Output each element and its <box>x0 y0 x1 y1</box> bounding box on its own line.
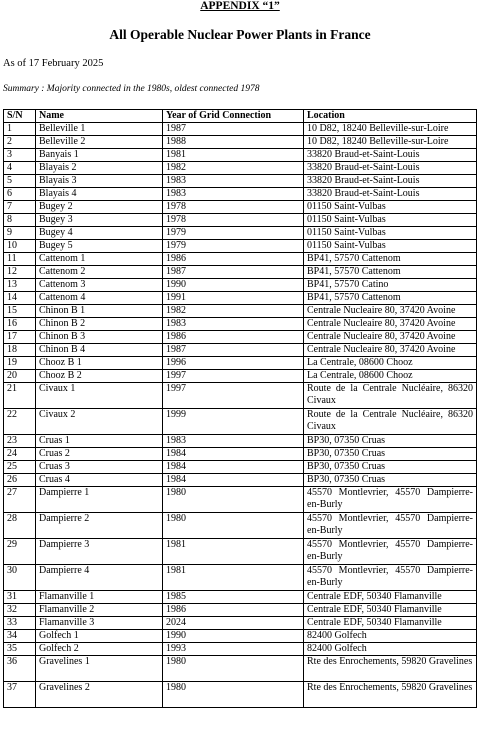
cell-sn: 29 <box>4 539 36 565</box>
cell-location: BP41, 57570 Cattenom <box>304 292 477 305</box>
table-row <box>4 149 477 162</box>
cell-name: Flamanville 3 <box>36 617 163 630</box>
table-row <box>4 279 477 292</box>
cell-location: Centrale EDF, 50340 Flamanville <box>304 604 477 617</box>
cell-sn: 25 <box>4 461 36 474</box>
cell-year: 1983 <box>163 318 304 331</box>
cell-location: 45570 Montlevrier, 45570 Dampierre-en-Burly <box>304 513 477 539</box>
cell-location: BP30, 07350 Cruas <box>304 435 477 448</box>
cell-name: Bugey 4 <box>36 227 163 240</box>
table-row <box>4 617 477 630</box>
cell-location: Route de la Centrale Nucléaire, 86320 Civaux <box>304 383 477 409</box>
cell-sn: 14 <box>4 292 36 305</box>
cell-name: Chinon B 4 <box>36 344 163 357</box>
cell-year: 1996 <box>163 357 304 370</box>
cell-year: 1978 <box>163 201 304 214</box>
cell-name: Cattenom 2 <box>36 266 163 279</box>
table-row <box>4 331 477 344</box>
cell-location: 01150 Saint-Vulbas <box>304 214 477 227</box>
cell-sn: 27 <box>4 487 36 513</box>
cell-sn: 22 <box>4 409 36 435</box>
table-row <box>4 214 477 227</box>
cell-sn: 4 <box>4 162 36 175</box>
cell-name: Dampierre 1 <box>36 487 163 513</box>
table-row <box>4 357 477 370</box>
cell-name: Gravelines 2 <box>36 682 163 708</box>
cell-sn: 6 <box>4 188 36 201</box>
cell-name: Belleville 2 <box>36 136 163 149</box>
cell-name: Banyais 1 <box>36 149 163 162</box>
cell-location: BP30, 07350 Cruas <box>304 474 477 487</box>
cell-sn: 28 <box>4 513 36 539</box>
cell-location: 10 D82, 18240 Belleville-sur-Loire <box>304 136 477 149</box>
cell-name: Cruas 4 <box>36 474 163 487</box>
cell-year: 1981 <box>163 565 304 591</box>
cell-sn: 19 <box>4 357 36 370</box>
cell-name: Chinon B 1 <box>36 305 163 318</box>
cell-location: 45570 Montlevrier, 45570 Dampierre-en-Burly <box>304 539 477 565</box>
cell-location: 10 D82, 18240 Belleville-sur-Loire <box>304 123 477 136</box>
cell-location: 01150 Saint-Vulbas <box>304 240 477 253</box>
cell-name: Civaux 2 <box>36 409 163 435</box>
cell-name: Cattenom 3 <box>36 279 163 292</box>
column-header-sn: S/N <box>4 110 36 123</box>
table-row <box>4 435 477 448</box>
cell-name: Cattenom 1 <box>36 253 163 266</box>
cell-location: Rte des Enrochements, 59820 Gravelines <box>304 682 477 708</box>
cell-name: Flamanville 1 <box>36 591 163 604</box>
cell-sn: 17 <box>4 331 36 344</box>
cell-sn: 30 <box>4 565 36 591</box>
cell-sn: 33 <box>4 617 36 630</box>
cell-year: 1978 <box>163 214 304 227</box>
table-row <box>4 591 477 604</box>
cell-year: 1983 <box>163 188 304 201</box>
cell-location: 33820 Braud-et-Saint-Louis <box>304 162 477 175</box>
table-row <box>4 630 477 643</box>
cell-sn: 31 <box>4 591 36 604</box>
cell-location: BP41, 57570 Catino <box>304 279 477 292</box>
cell-name: Cruas 3 <box>36 461 163 474</box>
table-row <box>4 136 477 149</box>
cell-location: BP30, 07350 Cruas <box>304 448 477 461</box>
cell-year: 1981 <box>163 539 304 565</box>
cell-location: Centrale Nucleaire 80, 37420 Avoine <box>304 305 477 318</box>
cell-name: Cattenom 4 <box>36 292 163 305</box>
cell-name: Dampierre 3 <box>36 539 163 565</box>
column-header-name: Name <box>36 110 163 123</box>
table-row <box>4 305 477 318</box>
cell-year: 1982 <box>163 162 304 175</box>
table-body <box>4 123 477 708</box>
cell-name: Chooz B 2 <box>36 370 163 383</box>
cell-sn: 18 <box>4 344 36 357</box>
table-header-row <box>4 110 477 123</box>
column-header-year: Year of Grid Connection <box>163 110 304 123</box>
cell-year: 1993 <box>163 643 304 656</box>
cell-sn: 26 <box>4 474 36 487</box>
cell-year: 1986 <box>163 331 304 344</box>
cell-name: Belleville 1 <box>36 123 163 136</box>
cell-sn: 5 <box>4 175 36 188</box>
cell-location: La Centrale, 08600 Chooz <box>304 370 477 383</box>
cell-name: Dampierre 4 <box>36 565 163 591</box>
cell-year: 1982 <box>163 305 304 318</box>
cell-year: 1997 <box>163 370 304 383</box>
cell-year: 1980 <box>163 656 304 682</box>
cell-year: 1997 <box>163 383 304 409</box>
cell-name: Golfech 2 <box>36 643 163 656</box>
cell-name: Blayais 4 <box>36 188 163 201</box>
cell-location: 33820 Braud-et-Saint-Louis <box>304 188 477 201</box>
cell-name: Blayais 2 <box>36 162 163 175</box>
cell-location: 01150 Saint-Vulbas <box>304 201 477 214</box>
cell-location: BP30, 07350 Cruas <box>304 461 477 474</box>
cell-location: BP41, 57570 Cattenom <box>304 266 477 279</box>
cell-location: Rte des Enrochements, 59820 Gravelines <box>304 656 477 682</box>
cell-sn: 35 <box>4 643 36 656</box>
cell-name: Cruas 1 <box>36 435 163 448</box>
cell-location: La Centrale, 08600 Chooz <box>304 357 477 370</box>
cell-sn: 24 <box>4 448 36 461</box>
cell-location: BP41, 57570 Cattenom <box>304 253 477 266</box>
table-row <box>4 201 477 214</box>
cell-year: 1987 <box>163 344 304 357</box>
table-row <box>4 240 477 253</box>
cell-name: Bugey 2 <box>36 201 163 214</box>
cell-sn: 11 <box>4 253 36 266</box>
cell-year: 1986 <box>163 253 304 266</box>
cell-location: 33820 Braud-et-Saint-Louis <box>304 175 477 188</box>
cell-name: Bugey 5 <box>36 240 163 253</box>
cell-year: 1985 <box>163 591 304 604</box>
cell-year: 1991 <box>163 292 304 305</box>
cell-year: 1987 <box>163 266 304 279</box>
cell-sn: 13 <box>4 279 36 292</box>
cell-location: 45570 Montlevrier, 45570 Dampierre-en-Burly <box>304 565 477 591</box>
cell-sn: 20 <box>4 370 36 383</box>
table-row <box>4 227 477 240</box>
cell-location: Centrale Nucleaire 80, 37420 Avoine <box>304 318 477 331</box>
cell-sn: 9 <box>4 227 36 240</box>
cell-year: 1988 <box>163 136 304 149</box>
table-row <box>4 539 477 565</box>
summary-text: Summary : Majority connected in the 1980s, oldest connected 1978 <box>3 84 260 94</box>
cell-name: Cruas 2 <box>36 448 163 461</box>
table-row <box>4 487 477 513</box>
column-header-location: Location <box>304 110 477 123</box>
cell-year: 1983 <box>163 175 304 188</box>
table-row <box>4 604 477 617</box>
cell-location: Centrale Nucleaire 80, 37420 Avoine <box>304 331 477 344</box>
cell-name: Golfech 1 <box>36 630 163 643</box>
cell-year: 1979 <box>163 227 304 240</box>
cell-year: 1987 <box>163 123 304 136</box>
cell-year: 1986 <box>163 604 304 617</box>
table-row <box>4 448 477 461</box>
cell-location: Centrale EDF, 50340 Flamanville <box>304 617 477 630</box>
cell-sn: 21 <box>4 383 36 409</box>
cell-name: Dampierre 2 <box>36 513 163 539</box>
cell-name: Bugey 3 <box>36 214 163 227</box>
cell-sn: 10 <box>4 240 36 253</box>
cell-name: Flamanville 2 <box>36 604 163 617</box>
cell-year: 1984 <box>163 474 304 487</box>
cell-sn: 2 <box>4 136 36 149</box>
cell-location: 01150 Saint-Vulbas <box>304 227 477 240</box>
page-title: All Operable Nuclear Power Plants in France <box>109 27 371 42</box>
cell-location: 82400 Golfech <box>304 643 477 656</box>
cell-name: Blayais 3 <box>36 175 163 188</box>
cell-sn: 23 <box>4 435 36 448</box>
table-row <box>4 383 477 409</box>
cell-year: 2024 <box>163 617 304 630</box>
cell-sn: 34 <box>4 630 36 643</box>
table-row <box>4 175 477 188</box>
cell-year: 1990 <box>163 279 304 292</box>
table-row <box>4 344 477 357</box>
table-row <box>4 643 477 656</box>
cell-sn: 12 <box>4 266 36 279</box>
table-row <box>4 565 477 591</box>
appendix-heading: APPENDIX “1” <box>200 0 280 12</box>
plants-table <box>3 109 477 708</box>
cell-sn: 1 <box>4 123 36 136</box>
cell-sn: 3 <box>4 149 36 162</box>
table-row <box>4 188 477 201</box>
cell-name: Chinon B 3 <box>36 331 163 344</box>
table-row <box>4 370 477 383</box>
table-row <box>4 513 477 539</box>
cell-year: 1979 <box>163 240 304 253</box>
cell-name: Gravelines 1 <box>36 656 163 682</box>
cell-sn: 37 <box>4 682 36 708</box>
cell-sn: 7 <box>4 201 36 214</box>
as-of-date: As of 17 February 2025 <box>3 58 104 69</box>
cell-location: 45570 Montlevrier, 45570 Dampierre-en-Burly <box>304 487 477 513</box>
table-row <box>4 123 477 136</box>
cell-sn: 8 <box>4 214 36 227</box>
cell-year: 1984 <box>163 461 304 474</box>
cell-year: 1984 <box>163 448 304 461</box>
cell-name: Chooz B 1 <box>36 357 163 370</box>
cell-year: 1983 <box>163 435 304 448</box>
cell-year: 1980 <box>163 682 304 708</box>
cell-year: 1990 <box>163 630 304 643</box>
cell-sn: 32 <box>4 604 36 617</box>
cell-location: Centrale EDF, 50340 Flamanville <box>304 591 477 604</box>
cell-location: Route de la Centrale Nucléaire, 86320 Civaux <box>304 409 477 435</box>
cell-name: Civaux 1 <box>36 383 163 409</box>
table-row <box>4 474 477 487</box>
cell-location: Centrale Nucleaire 80, 37420 Avoine <box>304 344 477 357</box>
cell-year: 1980 <box>163 513 304 539</box>
cell-year: 1980 <box>163 487 304 513</box>
cell-year: 1981 <box>163 149 304 162</box>
table-row <box>4 162 477 175</box>
cell-year: 1999 <box>163 409 304 435</box>
table-row <box>4 253 477 266</box>
table-row <box>4 409 477 435</box>
table-row <box>4 292 477 305</box>
table-row <box>4 682 477 708</box>
cell-sn: 15 <box>4 305 36 318</box>
cell-location: 33820 Braud-et-Saint-Louis <box>304 149 477 162</box>
table-row <box>4 266 477 279</box>
cell-sn: 16 <box>4 318 36 331</box>
table-row <box>4 318 477 331</box>
cell-location: 82400 Golfech <box>304 630 477 643</box>
cell-name: Chinon B 2 <box>36 318 163 331</box>
cell-sn: 36 <box>4 656 36 682</box>
table-row <box>4 656 477 682</box>
table-row <box>4 461 477 474</box>
